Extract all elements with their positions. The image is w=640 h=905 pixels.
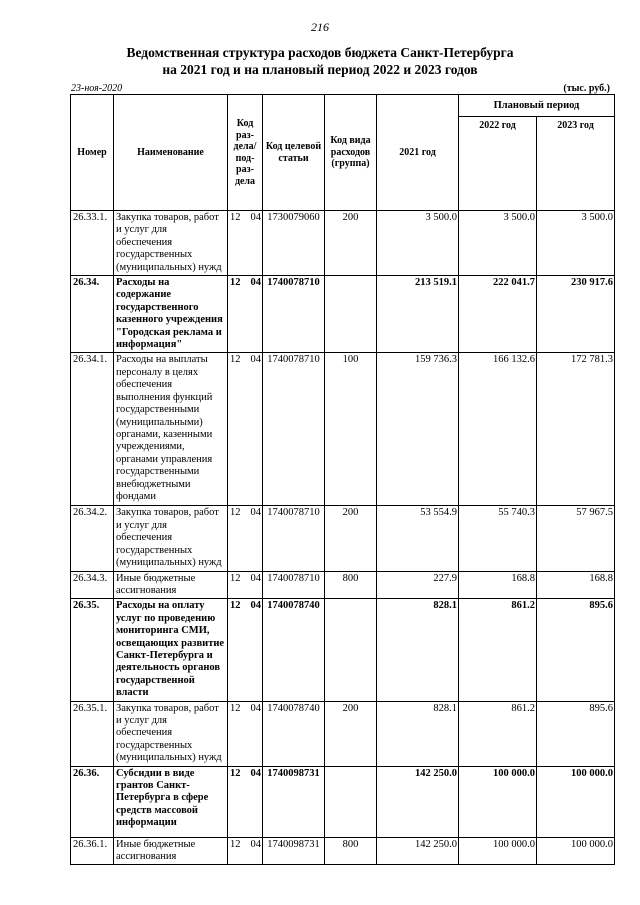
- header-2022: 2022 год: [459, 117, 537, 211]
- row-expense-code: [325, 766, 377, 837]
- row-number: 26.34.2.: [71, 506, 114, 571]
- header-number: Номер: [71, 95, 114, 211]
- row-target-code: 1740098731: [263, 766, 325, 837]
- row-subsection: 04: [244, 571, 263, 599]
- row-value-2023: 57 967.5: [537, 506, 615, 571]
- row-target-code: 1740078710: [263, 506, 325, 571]
- row-value-2023: 100 000.0: [537, 766, 615, 837]
- table-row: [71, 701, 615, 766]
- table-row: [71, 837, 615, 865]
- header-2023: 2023 год: [537, 117, 615, 211]
- row-value-2021: 227.9: [377, 571, 459, 599]
- row-value-2021: 142 250.0: [377, 766, 459, 837]
- document-title: [0, 44, 640, 78]
- budget-table: [70, 94, 615, 865]
- document-date: 23-ноя-2020: [71, 83, 123, 94]
- header-planned-period: Плановый период: [459, 95, 615, 117]
- row-value-2021: 828.1: [377, 599, 459, 701]
- row-value-2022: 861.2: [459, 701, 537, 766]
- row-number: 26.36.1.: [71, 837, 114, 865]
- table-row: [71, 766, 615, 837]
- row-value-2021: 828.1: [377, 701, 459, 766]
- row-subsection: 04: [244, 701, 263, 766]
- page-number: 216: [311, 20, 329, 34]
- row-expense-code: [325, 276, 377, 353]
- units-label: (тыс. руб.): [563, 83, 610, 94]
- row-name: Расходы на оплату услуг по проведению мониторинга СМИ, освещающих развитие Санкт-Петербурга и деятельность органов государственной власти: [114, 599, 228, 701]
- row-number: 26.34.: [71, 276, 114, 353]
- row-section: 12: [228, 506, 244, 571]
- header-target: Код целевой статьи: [263, 95, 325, 211]
- row-section: 12: [228, 701, 244, 766]
- row-target-code: 1730079060: [263, 211, 325, 276]
- row-section: 12: [228, 766, 244, 837]
- row-value-2023: 100 000.0: [537, 837, 615, 865]
- row-subsection: 04: [244, 211, 263, 276]
- row-expense-code: 100: [325, 353, 377, 506]
- row-section: 12: [228, 276, 244, 353]
- row-value-2022: 861.2: [459, 599, 537, 701]
- row-value-2023: 168.8: [537, 571, 615, 599]
- row-value-2023: 172 781.3: [537, 353, 615, 506]
- header-expense-type: Код вида расходов (группа): [325, 95, 377, 211]
- row-number: 26.34.1.: [71, 353, 114, 506]
- table-row: [71, 353, 615, 506]
- row-expense-code: [325, 599, 377, 701]
- row-value-2022: 222 041.7: [459, 276, 537, 353]
- row-value-2022: 55 740.3: [459, 506, 537, 571]
- row-expense-code: 800: [325, 837, 377, 865]
- row-section: 12: [228, 353, 244, 506]
- table-row: [71, 211, 615, 276]
- row-name: Расходы на выплаты персоналу в целях обеспечения выполнения функций государственными (муниципальными) органами, казенными учреждениями, органами управления государственными внебюджетными фондами: [114, 353, 228, 506]
- row-value-2021: 213 519.1: [377, 276, 459, 353]
- row-subsection: 04: [244, 276, 263, 353]
- row-section: 12: [228, 211, 244, 276]
- row-target-code: 1740078710: [263, 276, 325, 353]
- row-name: Иные бюджетные ассигнования: [114, 571, 228, 599]
- row-name: Закупка товаров, работ и услуг для обеспечения государственных (муниципальных) нужд: [114, 211, 228, 276]
- row-value-2021: 142 250.0: [377, 837, 459, 865]
- title-line-1: Ведомственная структура расходов бюджета Санкт-Петербурга: [126, 45, 514, 60]
- row-value-2023: 230 917.6: [537, 276, 615, 353]
- row-value-2023: 895.6: [537, 599, 615, 701]
- row-number: 26.33.1.: [71, 211, 114, 276]
- row-expense-code: 200: [325, 701, 377, 766]
- row-value-2022: 166 132.6: [459, 353, 537, 506]
- row-value-2022: 168.8: [459, 571, 537, 599]
- row-expense-code: 800: [325, 571, 377, 599]
- row-value-2022: 100 000.0: [459, 837, 537, 865]
- row-value-2023: 3 500.0: [537, 211, 615, 276]
- row-number: 26.34.3.: [71, 571, 114, 599]
- table-row: [71, 276, 615, 353]
- row-number: 26.36.: [71, 766, 114, 837]
- row-subsection: 04: [244, 353, 263, 506]
- row-name: Иные бюджетные ассигнования: [114, 837, 228, 865]
- header-name: Наименование: [114, 95, 228, 211]
- row-expense-code: 200: [325, 506, 377, 571]
- row-section: 12: [228, 599, 244, 701]
- row-section: 12: [228, 571, 244, 599]
- row-target-code: 1740098731: [263, 837, 325, 865]
- row-section: 12: [228, 837, 244, 865]
- table-row: [71, 599, 615, 701]
- header-section: Код раз-дела/ под-раз-дела: [228, 95, 263, 211]
- row-subsection: 04: [244, 766, 263, 837]
- table-row: [71, 506, 615, 571]
- row-value-2021: 159 736.3: [377, 353, 459, 506]
- row-name: Закупка товаров, работ и услуг для обеспечения государственных (муниципальных) нужд: [114, 506, 228, 571]
- table-row: [71, 571, 615, 599]
- row-subsection: 04: [244, 599, 263, 701]
- row-target-code: 1740078740: [263, 701, 325, 766]
- row-expense-code: 200: [325, 211, 377, 276]
- row-value-2021: 3 500.0: [377, 211, 459, 276]
- row-value-2023: 895.6: [537, 701, 615, 766]
- row-subsection: 04: [244, 506, 263, 571]
- row-value-2022: 100 000.0: [459, 766, 537, 837]
- row-number: 26.35.: [71, 599, 114, 701]
- title-line-2: на 2021 год и на плановый период 2022 и 2023 годов: [162, 62, 478, 77]
- row-subsection: 04: [244, 837, 263, 865]
- row-number: 26.35.1.: [71, 701, 114, 766]
- row-name: Субсидии в виде грантов Санкт-Петербурга в сфере средств массовой информации: [114, 766, 228, 837]
- row-target-code: 1740078710: [263, 353, 325, 506]
- row-target-code: 1740078710: [263, 571, 325, 599]
- row-value-2021: 53 554.9: [377, 506, 459, 571]
- row-name: Расходы на содержание государственного казенного учреждения "Городская реклама и информация": [114, 276, 228, 353]
- header-2021: 2021 год: [377, 95, 459, 211]
- row-value-2022: 3 500.0: [459, 211, 537, 276]
- row-target-code: 1740078740: [263, 599, 325, 701]
- row-name: Закупка товаров, работ и услуг для обеспечения государственных (муниципальных) нужд: [114, 701, 228, 766]
